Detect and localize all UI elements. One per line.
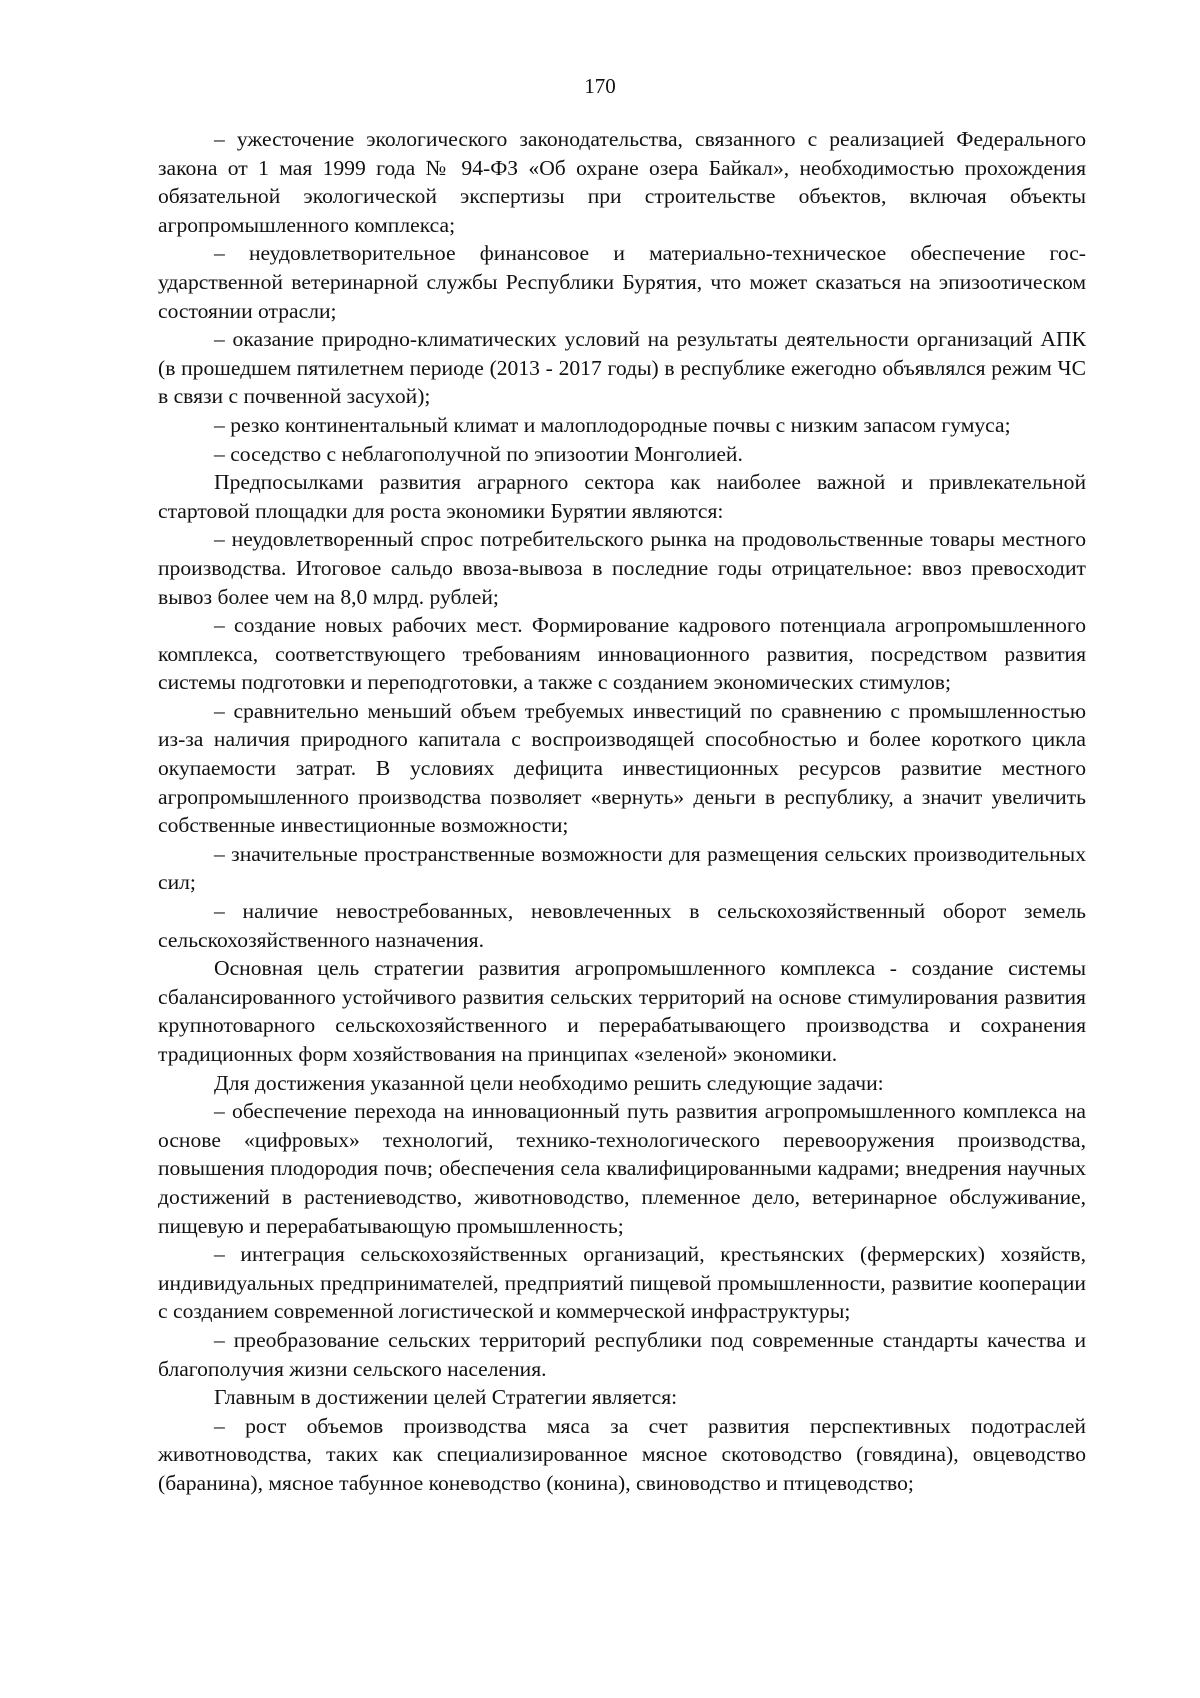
paragraph-12: Основная цель стратегии развития агропромышленного комплекса - создание системы сбалансированного устойчивого развития сельских территорий на основе стимулирования развития крупнотоварного сельскохозяйственного и перерабатывающего производства и сохранения традиционных форм хозяйствования на принципах «зеленой» экономики. — [158, 956, 1086, 1066]
paragraph-18: – рост объемов производства мяса за счет развития перспективных подотраслей животноводства, таких как специализированное мясное скотоводство (говядина), овцеводство (баранина), мясное табунное коневодство (конина), свиноводство и птицеводство; — [158, 1413, 1086, 1495]
paragraph-13: Для достижения указанной цели необходимо решить следующие задачи: — [214, 1070, 884, 1095]
paragraph-1: – ужесточение экологического законодательства, связанного с реализацией Федерального закона от 1 мая 1999 года № 94-ФЗ «Об охране озера Байкал», необходимостью прохождения обязательной экологической экспертизы при строительстве объектов, включая объекты агропромышленного комплекса; — [158, 127, 1086, 237]
paragraph-3: – оказание природно-климатических условий на результаты деятельности организаций АПК (в прошедшем пятилетнем периоде (2013 - 2017 годы) в республике ежегодно объявлялся режим ЧС в связи с почвенной засухой); — [158, 327, 1086, 409]
paragraph-9: – сравнительно меньший объем требуемых инвестиций по сравнению с промышленностью из-за наличия природного капитала с воспроизводящей способностью и более короткого цикла окупаемости затрат. В условиях дефицита инвестиционных ресурсов развитие местного агропромышленного производства позволяет «вернуть» деньги в республику, а значит увеличить собственные инвестиционные возможности; — [158, 698, 1086, 838]
page-number: 170 — [584, 74, 616, 98]
paragraph-4: – резко континентальный климат и малоплодородные почвы с низким запасом гумуса; — [214, 412, 1011, 437]
document-body — [158, 125, 1086, 1498]
paragraph-10: – значительные пространственные возможности для размещения сельских производительных сил; — [158, 841, 1086, 895]
paragraph-11: – наличие невостребованных, невовлеченных в сельскохозяйственный оборот земель сельскохозяйственного назначения. — [158, 899, 1086, 952]
paragraph-16: – преобразование сельских территорий республики под современные стандарты качества и благополучия жизни сельского населения. — [158, 1327, 1086, 1381]
paragraph-7: – неудовлетворенный спрос потребительского рынка на продовольственные товары местного производства. Итоговое сальдо ввоза-вывоза в последние годы отрицательное: ввоз превосходит вывоз более чем на 8,0 млрд. рублей; — [158, 527, 1086, 609]
paragraph-2: – неудовлетворительное финансовое и материально-техническое обеспечение государственной ветеринарной службы Республики Бурятия, что может сказаться на эпизоотическом состоянии отрасли; — [158, 241, 1086, 323]
paragraph-5: – соседство с неблагополучной по эпизоотии Монголией. — [214, 441, 743, 466]
paragraph-6: Предпосылками развития аграрного сектора как наиболее важной и привлекательной стартовой площадки для роста экономики Бурятии являются: — [158, 470, 1086, 523]
paragraph-17: Главным в достижении целей Стратегии является: — [214, 1385, 678, 1410]
paragraph-8: – создание новых рабочих мест. Формирование кадрового потенциала агропромышленного комплекса, соответствующего требованиям инновационного развития, посредством развития системы подготовки и переподготовки, а также с созданием экономических стимулов; — [158, 613, 1086, 695]
paragraph-15: – интеграция сельскохозяйственных организаций, крестьянских (фермерских) хозяйств, индивидуальных предпринимателей, предприятий пищевой промышленности, развитие кооперации с созданием современной логистической и коммерческой инфраструктуры; — [158, 1242, 1086, 1324]
paragraph-14: – обеспечение перехода на инновационный путь развития агропромышленного комплекса на основе «цифровых» технологий, технико-технологического перевооружения производства, повышения плодородия почв; обеспечения села квалифицированными кадрами; внедрения научных достижений в растениеводство, животноводство, племенное дело, ветеринарное обслуживание, пищевую и перерабатывающую промышленность; — [158, 1099, 1086, 1238]
